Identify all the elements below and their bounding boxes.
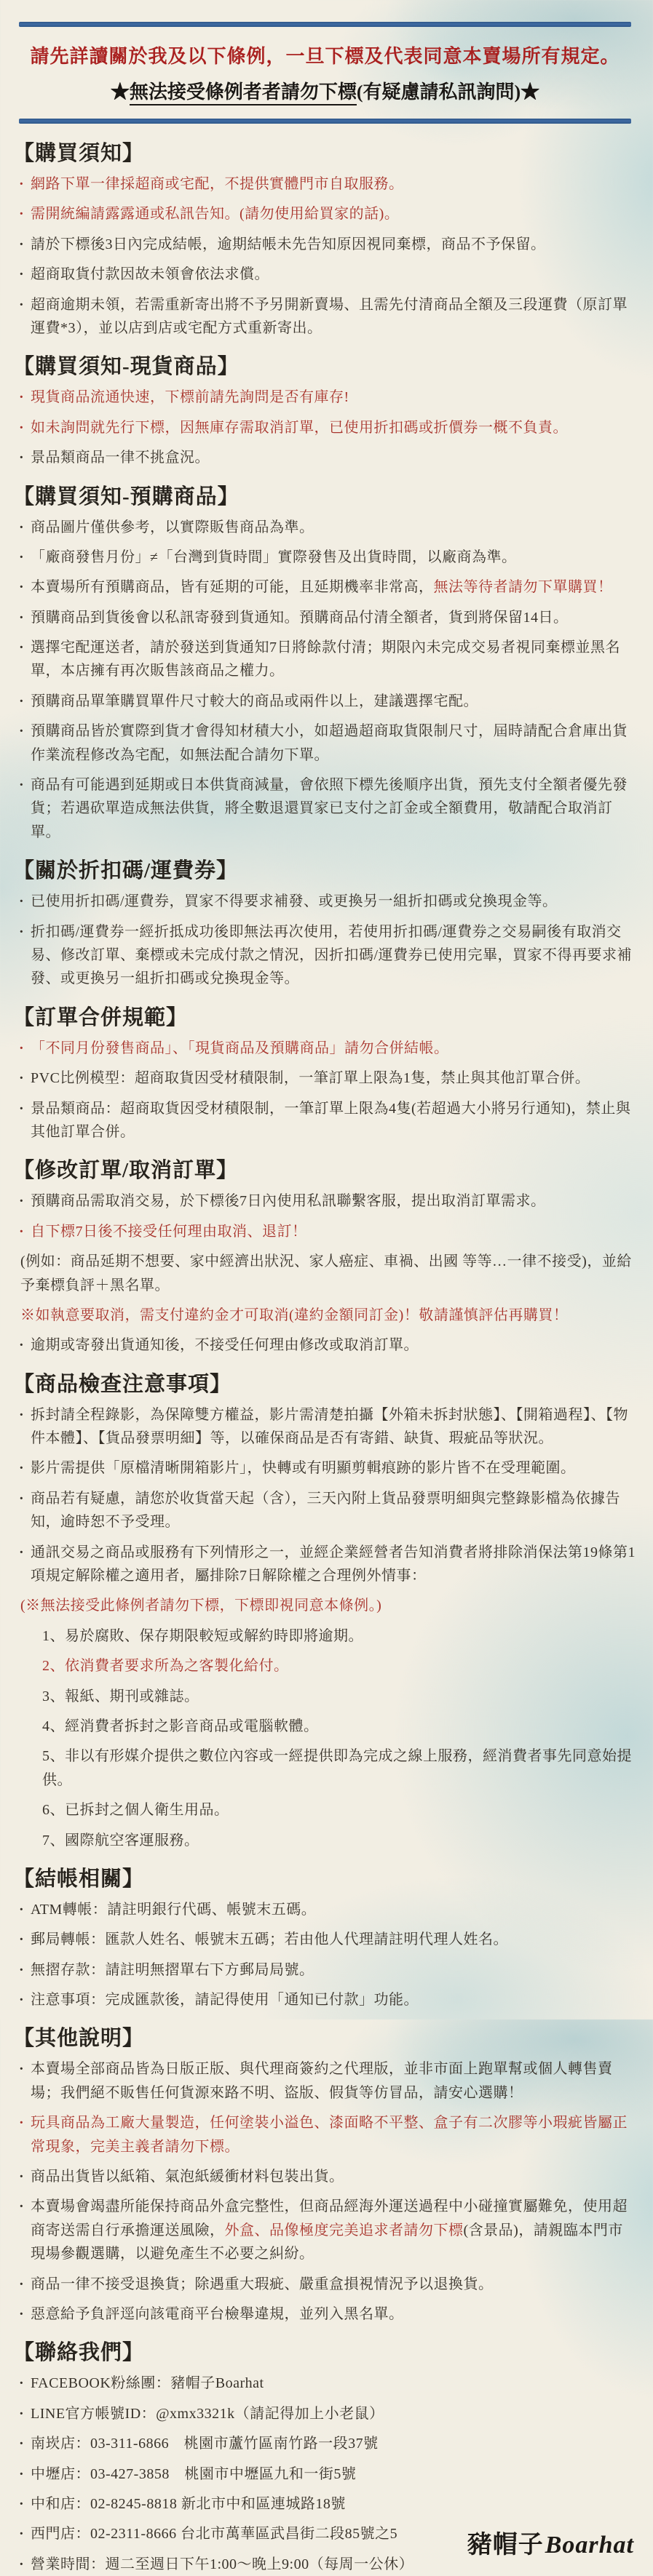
item-text-segment: FACEBOOK粉絲團：豬帽子Boarhat <box>31 2375 264 2392</box>
section-heading: 【結帳相關】 <box>13 1867 145 1891</box>
item-text-segment: 本賣場所有預購商品，皆有延期的可能，且延期機率非常高， <box>31 579 434 596</box>
list-item <box>13 2195 637 2265</box>
list-item <box>13 263 637 286</box>
list-item <box>13 446 637 469</box>
list-item <box>13 606 637 629</box>
item-text-segment: 折扣碼/運費券一經折抵成功後即無法再次使用，若使用折扣碼/運費券之交易嗣後有取消交易、修改訂單、棄標或未完成付款之情況，因折扣碼/運費券已使用完畢，買家不得再要求補發、或更換另一組折扣碼或兌換現金等。 <box>31 923 633 987</box>
list-item <box>13 1487 637 1534</box>
item-text-segment: 請於下標後3日內完成結帳，逾期結帳未先告知原因視同棄標，商品不予保留。 <box>31 236 546 252</box>
list-item <box>13 890 637 913</box>
item-text-segment: 已使用折扣碼/運費券，買家不得要求補發、或更換另一組折扣碼或兌換現金等。 <box>31 893 558 910</box>
item-text-segment: 自下標7日後不接受任何理由取消、退訂！ <box>31 1223 307 1240</box>
section-heading: 【商品檢查注意事項】 <box>13 1372 232 1396</box>
item-text-segment: 中和店：02-8245-8818 新北市中和區連城路18號 <box>31 2495 346 2512</box>
list-item <box>13 1541 637 1588</box>
list-item <box>13 1654 637 1678</box>
item-text-segment: 逾期或寄發出貨通知後，不接受任何理由修改或取消訂單。 <box>31 1337 419 1354</box>
section-heading: 【其他說明】 <box>13 2027 145 2051</box>
list-item <box>13 1066 637 1090</box>
item-text-segment: 「廠商發售月份」≠「台灣到貨時間」實際發售及出貨時間，以廠商為準。 <box>31 549 517 565</box>
item-text-segment: 超商取貨付款因故未領會依法求償。 <box>31 266 269 283</box>
item-text-segment: 惡意給予負評逕向該電商平台檢舉違規，並列入黑名單。 <box>31 2306 404 2322</box>
section-heading: 【購買須知】 <box>13 142 145 165</box>
item-text-segment: 選擇宅配運送者，請於發送到貨通知7日將餘款付清；期限內未完成交易者視同棄標並黑名單，本店擁有再次販售該商品之權力。 <box>31 639 620 679</box>
item-text-segment: 「不同月份發售商品」、「現貨商品及預購商品」請勿合併結帳。 <box>31 1040 449 1056</box>
star-icon: ★ <box>521 81 540 103</box>
list-item <box>13 1220 637 1243</box>
list-item <box>13 2432 637 2455</box>
item-text-segment: 預購商品單筆購買單件尺寸較大的商品或兩件以上，建議選擇宅配。 <box>31 693 478 709</box>
item-text-segment: 商品有可能遇到延期或日本供貨商減量，會依照下標先後順序出貨，預先支付全額者優先發貨；若遇砍單造成無法供貨，將全數退還買家已支付之訂金或全額費用，敬請配合取消訂單。 <box>31 777 628 840</box>
item-text-segment: 商品一律不接受退換貨；除遇重大瑕疵、嚴重盒損視情況予以退換貨。 <box>31 2276 494 2292</box>
list-item <box>13 1715 637 1738</box>
item-text-segment: 預購商品皆於實際到貨才會得知材積大小，如超過超商取貨限制尺寸，屆時請配合倉庫出貨作業流程修改為宅配，如無法配合請勿下單。 <box>31 723 628 763</box>
list-item <box>13 1798 637 1822</box>
list-item <box>13 920 637 991</box>
list-item <box>13 1333 637 1357</box>
list-item <box>13 202 637 226</box>
item-text-segment: 影片需提供「原檔清晰開箱影片」，快轉或有明顯剪輯痕跡的影片皆不在受理範圍。 <box>31 1460 576 1477</box>
item-text-segment: 無摺存款：請註明無摺單右下方郵局局號。 <box>31 1961 314 1978</box>
store-brand-signature <box>467 2524 634 2560</box>
list-item <box>13 416 637 439</box>
list-item <box>13 636 637 683</box>
section-heading: 【訂單合併規範】 <box>13 1005 189 1029</box>
list-item <box>13 2273 637 2296</box>
list-item <box>13 1958 637 1982</box>
list-item <box>13 1456 637 1480</box>
item-text-segment: 拆封請全程錄影，為保障雙方權益，影片需清楚拍攝【外箱未拆封狀態】、【開箱過程】、【物件本體】、【貨品發票明細】等，以確保商品是否有寄錯、缺貨、瑕疵品等狀況。 <box>31 1406 628 1447</box>
item-text-segment: 商品出貨皆以紙箱、氣泡紙緩衝材料包裝出貨。 <box>31 2169 344 2185</box>
list-item <box>13 2372 637 2395</box>
list-item <box>13 2463 637 2486</box>
subtitle-rest-text: (有疑慮請私訊詢問) <box>356 81 521 103</box>
star-icon: ★ <box>110 81 130 103</box>
page-title: 請先詳讀關於我及以下條例，一旦下標及代表同意本賣場所有規定。 <box>30 46 620 67</box>
section-heading: 【購買須知-預購商品】 <box>13 485 240 509</box>
list-item <box>13 1829 637 1852</box>
list-item <box>13 1097 637 1144</box>
item-text-segment: 預購商品需取消交易，於下標後7日內使用私訊聯繫客服，提出取消訂單需求。 <box>31 1193 546 1210</box>
list-item <box>13 1988 637 2011</box>
page-header <box>9 27 641 119</box>
list-item <box>13 1685 637 1708</box>
list-item <box>13 2111 637 2158</box>
list-item <box>13 1403 637 1451</box>
list-item <box>13 386 637 409</box>
item-text-segment: 景品類商品：超商取貨因受材積限制，一筆訂單上限為4隻(若超過大小將另行通知)，禁止與其他訂單合併。 <box>31 1100 631 1140</box>
list-item <box>13 1898 637 1921</box>
section-heading: 【聯絡我們】 <box>13 2341 145 2365</box>
item-text-segment: 通訊交易之商品或服務有下列情形之一，並經企業經營者告知消費者將排除消保法第19條第1項規定解除權之適用者，屬排除7日解除權之合理例外情事： <box>31 1544 636 1584</box>
item-text-segment: 中壢店：03-427-3858 桃園市中壢區九和一街5號 <box>31 2465 357 2482</box>
item-text-segment: 無法等待者請勿下單購買！ <box>433 579 613 596</box>
item-text-segment: 郵局轉帳：匯款人姓名、帳號末五碼；若由他人代理請註明代理人姓名。 <box>31 1931 508 1948</box>
list-item <box>13 2302 637 2326</box>
item-text-segment: 如未詢問就先行下標，因無庫存需取消訂單，已使用折扣碼或折價券一概不負責。 <box>31 419 568 436</box>
item-text-segment: 需開統編請露露通或私訊告知。(請勿使用給買家的話)。 <box>31 206 400 223</box>
item-text-segment: 5、非以有形媒介提供之數位內容或一經提供即為完成之線上服務，經消費者事先同意始提供。 <box>42 1748 632 1788</box>
item-text-segment: 外盒、品像極度完美追求者請勿下標 <box>224 2222 464 2238</box>
item-text-segment: (含景品)，請親臨本門市現場參觀選購，以避免產生不必要之糾紛。 <box>31 2222 623 2262</box>
item-text-segment: 商品圖片僅供參考，以實際販售商品為準。 <box>31 519 314 535</box>
item-text-segment: 西門店：02-2311-8666 台北市萬華區武昌街二段85號之5 <box>31 2526 398 2543</box>
list-item <box>13 2165 637 2188</box>
list-item <box>13 690 637 713</box>
item-text-segment: 超商逾期未領，若需重新寄出將不予另開新賣場、且需先付清商品全額及三段運費（原訂單運費*3），並以店到店或宅配方式重新寄出。 <box>31 296 628 336</box>
item-text-segment: 營業時間：週二至週日下午1:00～晚上9:00（每周一公休） <box>31 2556 414 2572</box>
brand-cjk: 豬帽子 <box>467 2532 544 2559</box>
list-item <box>13 293 637 340</box>
divider-top <box>19 22 631 27</box>
section-heading: 【購買須知-現貨商品】 <box>13 355 240 379</box>
item-text-segment: (例如：商品延期不想要、家中經濟出狀況、家人癌症、車禍、出國 等等…一律不接受)，並給予棄標負評＋黑名單。 <box>20 1253 632 1293</box>
item-text-segment: 本賣場全部商品皆為日版正版、與代理商簽約之代理版，並非市面上跑單幫或個人轉售賣場；我們絕不販售任何貨源來路不明、盜版、假貨等仿冒品，請安心選購！ <box>31 2061 613 2101</box>
list-item <box>13 1928 637 1951</box>
list-item <box>13 719 637 767</box>
item-text-segment: PVC比例模型：超商取貨因受材積限制，一筆訂單上限為1隻，禁止與其他訂單合併。 <box>31 1070 590 1087</box>
item-text-segment: 玩具商品為工廠大量製造，任何塗裝小溢色、漆面略不平整、盒子有二次膠等小瑕疵皆屬正常現象，完美主義者請勿下標。 <box>31 2115 628 2155</box>
list-item <box>13 1304 637 1327</box>
list-item <box>13 1624 637 1648</box>
list-item <box>13 2492 637 2516</box>
section-heading: 【修改訂單/取消訂單】 <box>13 1159 239 1183</box>
item-text-segment: 2、依消費者要求所為之客製化給付。 <box>42 1658 289 1675</box>
list-item <box>13 773 637 844</box>
list-item <box>13 172 637 196</box>
list-item <box>13 1250 637 1297</box>
item-text-segment: 7、國際航空客運服務。 <box>42 1832 199 1849</box>
item-text-segment: 4、經消費者拆封之影音商品或電腦軟體。 <box>42 1718 319 1734</box>
item-text-segment: 注意事項：完成匯款後，請記得使用「通知已付款」功能。 <box>31 1992 419 2009</box>
list-item <box>13 1744 637 1792</box>
section-heading: 【關於折扣碼/運費券】 <box>13 859 239 883</box>
item-text-segment: 預購商品到貨後會以私訊寄發到貨通知。預購商品付清全額者，貨到將保留14日。 <box>31 609 569 626</box>
list-item <box>13 575 637 599</box>
brand-en: Boarhat <box>545 2532 634 2559</box>
item-text-segment: 商品若有疑慮，請您於收貨當天起（含），三天內附上貨品發票明細與完整錄影檔為依據告知，逾時恕不予受理。 <box>31 1490 620 1531</box>
item-text-segment: 網路下單一律採超商或宅配，不提供實體門市自取服務。 <box>31 176 404 192</box>
item-text-segment: LINE官方帳號ID：@xmx3321k（請記得加上小老鼠） <box>31 2405 384 2422</box>
item-text-segment: 現貨商品流通快速，下標前請先詢問是否有庫存! <box>31 389 349 406</box>
sections-container <box>9 124 641 2576</box>
list-item <box>13 516 637 539</box>
list-item <box>13 1037 637 1060</box>
list-item <box>13 233 637 256</box>
item-text-segment: 6、已拆封之個人衛生用品。 <box>42 1802 229 1819</box>
item-text-segment: 1、易於腐敗、保存期限較短或解約時即將逾期。 <box>42 1627 363 1644</box>
list-item <box>13 1189 637 1213</box>
list-item <box>13 2402 637 2425</box>
divider-header-bottom <box>19 119 631 124</box>
item-text-segment: (※無法接受此條例者請勿下標，下標即視同意本條例。) <box>20 1598 382 1614</box>
page-subtitle <box>9 77 641 104</box>
item-text-segment: 本賣場會竭盡所能保持商品外盒完整性，但商品經海外運送過程中小碰撞實屬難免，使用超商寄送需自行承擔運送風險， <box>31 2198 628 2238</box>
item-text-segment: 景品類商品一律不挑盒況。 <box>31 450 210 466</box>
item-text-segment: 3、報紙、期刊或雜誌。 <box>42 1688 199 1704</box>
item-text-segment: ※如執意要取消，需支付違約金才可取消(違約金額同訂金)！敬請謹慎評估再購買！ <box>20 1307 569 1323</box>
item-text-segment: ATM轉帳：請註明銀行代碼、帳號末五碼。 <box>31 1901 317 1918</box>
list-item <box>13 2057 637 2105</box>
list-item <box>13 546 637 569</box>
list-item <box>13 1594 637 1617</box>
subtitle-underlined-text: 無法接受條例者者請勿下標 <box>130 81 357 105</box>
item-text-segment: 南崁店：03-311-6866 桃園市蘆竹區南竹路一段37號 <box>31 2436 379 2452</box>
